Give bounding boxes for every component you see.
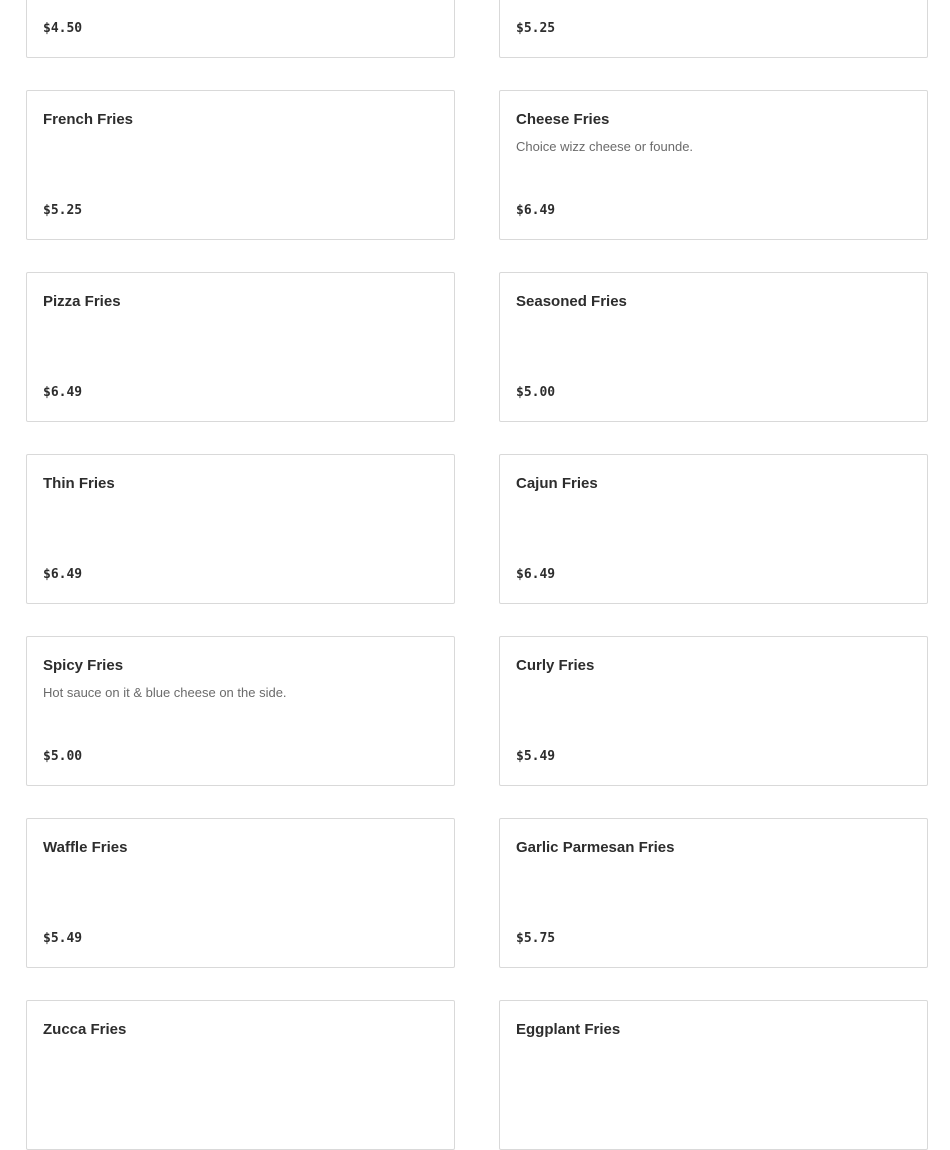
menu-item-name: Cajun Fries [516, 475, 598, 492]
menu-item-card[interactable] [26, 0, 455, 58]
menu-item-name: Waffle Fries [43, 839, 128, 856]
menu-item-card[interactable] [499, 636, 928, 786]
menu-item-card[interactable] [499, 454, 928, 604]
menu-item-name: Zucca Fries [43, 1021, 127, 1038]
menu-item-price: $5.49 [43, 931, 83, 946]
menu-item-price: $5.49 [516, 749, 556, 764]
menu-item-card[interactable] [26, 1000, 455, 1150]
menu-item-card[interactable] [26, 90, 455, 240]
menu-item-description: Hot sauce on it & blue cheese on the side. [43, 685, 287, 700]
menu-item-name: Pizza Fries [43, 293, 121, 310]
menu-item-description: Choice wizz cheese or founde. [516, 139, 694, 154]
menu-item-name: Thin Fries [43, 475, 115, 492]
menu-item-name: Spicy Fries [43, 657, 124, 674]
menu-item-card[interactable] [499, 1000, 928, 1150]
menu-item-price: $5.00 [516, 385, 556, 400]
menu-item-name: Cheese Fries [516, 111, 610, 128]
menu-item-price: $4.50 [43, 21, 83, 36]
menu-item-price: $6.49 [43, 567, 83, 582]
menu-item-price: $5.75 [516, 931, 556, 946]
menu-item-card[interactable] [499, 818, 928, 968]
menu-item-card[interactable] [26, 818, 455, 968]
menu-item-name: Seasoned Fries [516, 293, 627, 310]
menu-item-card[interactable] [26, 454, 455, 604]
menu-item-card[interactable] [499, 0, 928, 58]
menu-item-price: $6.49 [43, 385, 83, 400]
menu-item-card[interactable] [499, 272, 928, 422]
menu-item-card[interactable] [499, 90, 928, 240]
menu-item-price: $6.49 [516, 567, 556, 582]
menu-items-grid [26, 0, 928, 1150]
menu-item-name: Curly Fries [516, 657, 595, 674]
menu-item-price: $5.25 [43, 203, 83, 218]
menu-item-price: $6.49 [516, 203, 556, 218]
menu-item-card[interactable] [26, 636, 455, 786]
menu-item-name: French Fries [43, 111, 134, 128]
menu-item-price: $5.25 [516, 21, 556, 36]
menu-item-card[interactable] [26, 272, 455, 422]
menu-item-name: Eggplant Fries [516, 1021, 621, 1038]
menu-item-name: Garlic Parmesan Fries [516, 839, 675, 856]
menu-item-price: $5.00 [43, 749, 83, 764]
